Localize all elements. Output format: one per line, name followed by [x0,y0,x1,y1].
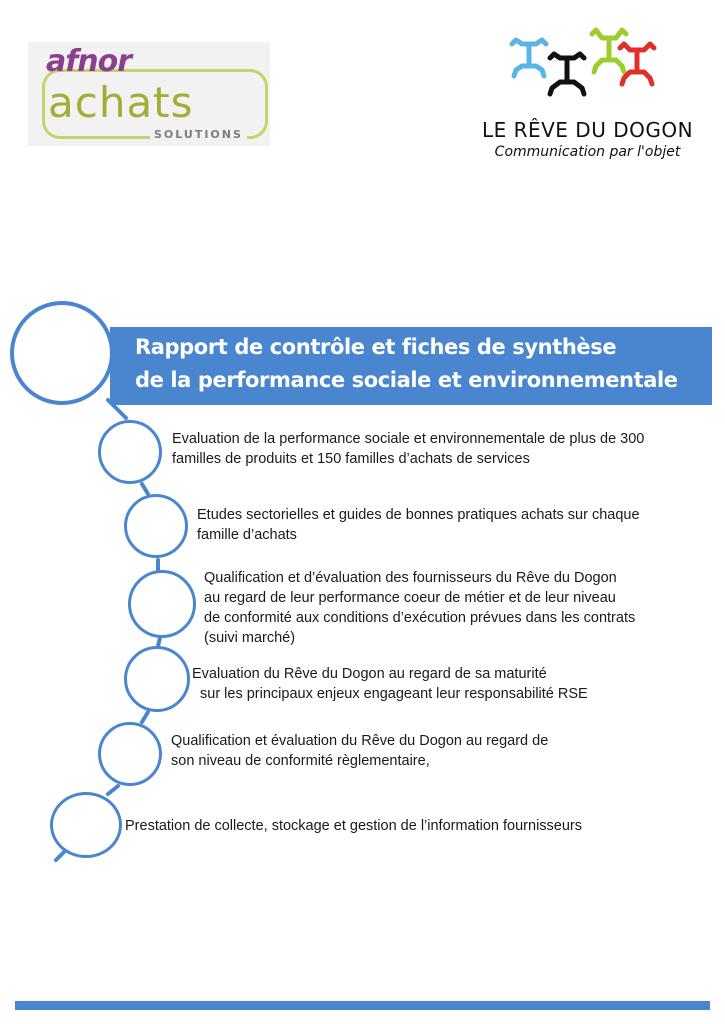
timeline-item-5 [171,731,548,771]
timeline-item-line: Qualification et évaluation du Rêve du Dogon au regard de [171,733,549,749]
page-title-line-2: de la performance sociale et environnementale [135,368,678,392]
timeline-item-line: Etudes sectorielles et guides de bonnes pratiques achats sur chaque [197,507,640,523]
connector-segment [108,786,118,794]
timeline-item-line: au regard de leur performance coeur de métier et de leur niveau [204,590,616,606]
afnor-solutions-tagline: SOLUTIONS [150,128,247,141]
timeline-item-line: Evaluation du Rêve du Dogon au regard de sa maturité [192,666,547,682]
connector-segment [158,638,160,646]
timeline-node-4 [124,646,190,712]
timeline-item-4 [192,664,588,704]
page-title-line-1: Rapport de contrôle et fiches de synthèse [135,335,617,359]
timeline-item-1 [172,429,644,469]
timeline-item-line: de conformité aux conditions d’exécution prévues dans les contrats [204,610,636,626]
dogon-tagline: Communication par l'objet [494,144,681,160]
timeline-item-line: Qualification et d’évaluation des fournisseurs du Rêve du Dogon [204,570,617,586]
timeline-item-2 [197,505,640,545]
timeline-item-6 [125,816,582,836]
timeline-node-3 [128,570,196,638]
dogon-company-name: LE RÊVE DU DOGON [481,118,694,142]
timeline-item-line: (suivi marché) [204,630,296,646]
connector-segment [142,484,148,494]
timeline-item-line: son niveau de conformité règlementaire, [171,753,430,769]
timeline-node-6 [50,792,122,858]
timeline-node-1 [98,420,162,484]
timeline-item-line: Evaluation de la performance sociale et environnementale de plus de 300 [172,431,645,447]
timeline-item-3 [204,568,635,648]
afnor-brand: afnor [46,44,132,79]
timeline-item-line: sur les principaux enjeux engageant leur responsabilité RSE [200,686,588,702]
connector-segment [142,712,148,722]
timeline-item-line: Prestation de collecte, stockage et gestion de l’information fournisseurs [125,818,582,834]
timeline-node-5 [98,722,162,786]
footer-bar [15,1001,710,1010]
title-circle [10,301,114,405]
timeline-item-line: familles de produits et 150 familles d’achats de services [172,451,530,467]
page-title [135,331,720,397]
afnor-achats-word: achats [48,78,194,127]
timeline-node-2 [124,494,188,558]
timeline-item-line: famille d’achats [197,527,297,543]
